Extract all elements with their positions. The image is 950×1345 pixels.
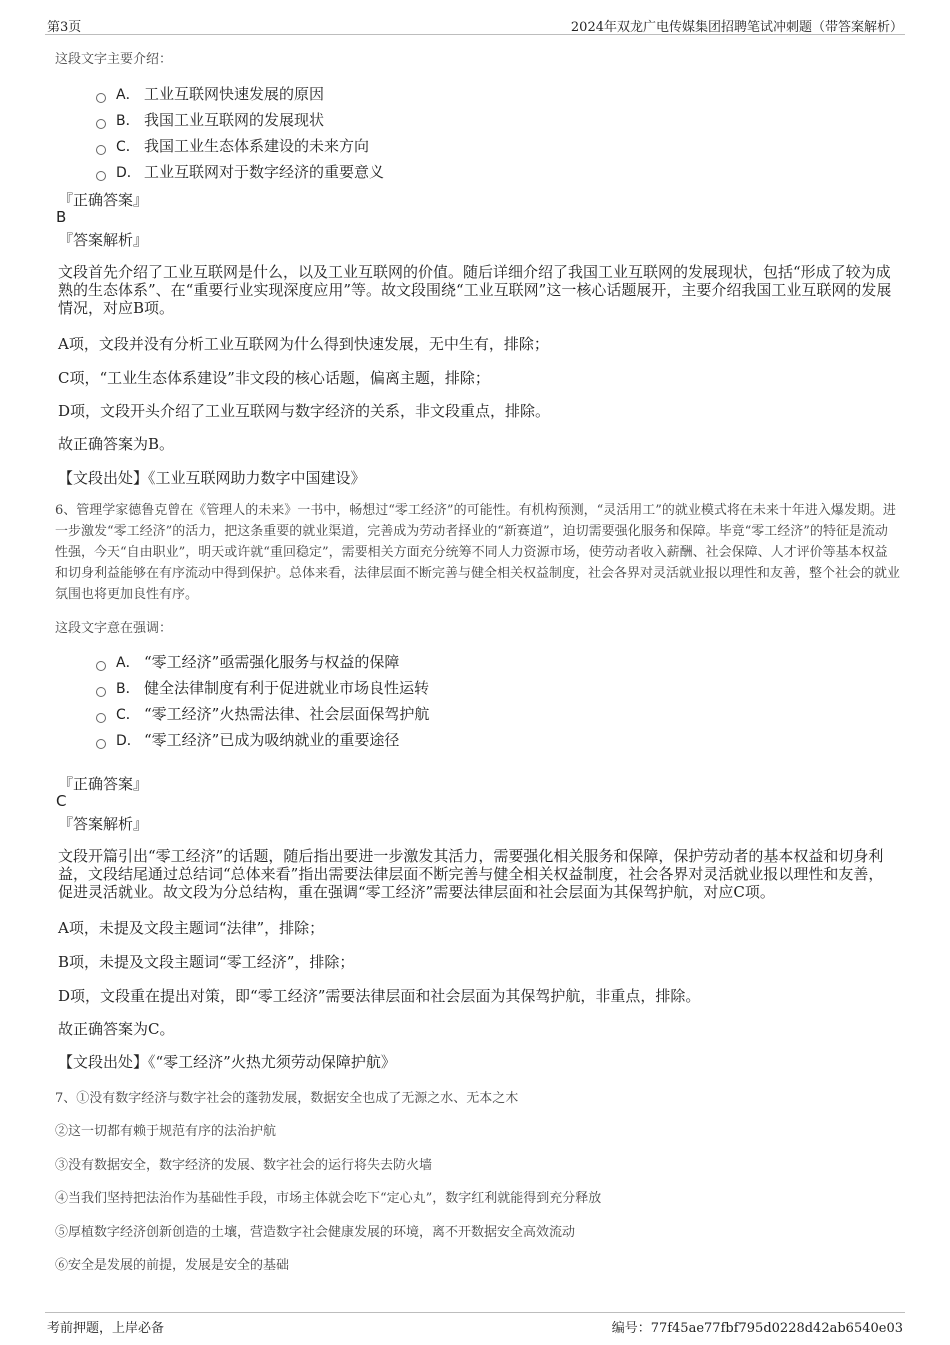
radio-icon[interactable] bbox=[96, 171, 106, 181]
q6-passage: 6、管理学家德鲁克曾在《管理人的未来》一书中，畅想过“零工经济”的可能性。有机构预测，“灵活用工”的就业模式将在未来十年进入爆发期。进一步激发“零工经济”的活力，把这条重要的就业渠道，完善成为劳动者择业的“新赛道”，迫切需要强化服务和保障。毕竟“零工经济”的特征是流动性强，今天“自由职业”，明天或许就“重回稳定”，需要相关方面充分统筹不同人力资源市场，使劳动者收入薪酬、社会保障、人才评价等基本权益和切身利益能够在有序流动中得到保护。总体来看，法律层面不断完善与健全相关权益制度，社会各界对灵活就业报以理性和友善，整个社会的就业氛围也将更加良性有序。 bbox=[55, 503, 901, 602]
q7-line-3: ③没有数据安全，数字经济的发展、数字社会的运行将失去防火墙 bbox=[55, 1158, 433, 1173]
q6-answer: C bbox=[56, 792, 67, 810]
q6-option-b[interactable]: B． 健全法律制度有利于促进就业市场良性运转 bbox=[96, 677, 429, 698]
document-serial: 编号：77f45ae77fbf795d0228d42ab6540e03 bbox=[611, 1321, 903, 1336]
q5-analysis-label: 『答案解析』 bbox=[58, 231, 149, 249]
page-header bbox=[45, 14, 905, 35]
radio-icon[interactable] bbox=[96, 145, 106, 155]
q5-option-a[interactable]: A． 工业互联网快速发展的原因 bbox=[96, 83, 324, 104]
document-title: 2024年双龙广电传媒集团招聘笔试冲刺题（带答案解析） bbox=[570, 20, 903, 35]
q5-analysis: 文段首先介绍了工业互联网是什么，以及工业互联网的价值。随后详细介绍了我国工业互联网的发展现状，包括“形成了较为成熟的生态体系”、在“重要行业实现深度应用”等。故文段围绕“工业互联网”这一核心话题展开，主要介绍我国工业互联网的发展情况，对应B项。 bbox=[58, 263, 892, 317]
q6-note-a: A项，未提及文段主题词“法律”，排除； bbox=[58, 919, 325, 937]
q6-note-d: D项，文段重在提出对策，即“零工经济”需要法律层面和社会层面为其保驾护航，非重点，排除。 bbox=[58, 987, 701, 1005]
q7-line-4: ④当我们坚持把法治作为基础性手段，市场主体就会吃下“定心丸”，数字红利就能得到充分释放 bbox=[55, 1191, 602, 1206]
q5-answer: B bbox=[56, 208, 67, 226]
q6-note-b: B项，未提及文段主题词“零工经济”，排除； bbox=[58, 953, 355, 971]
q6-option-a[interactable]: A． “零工经济”亟需强化服务与权益的保障 bbox=[96, 651, 399, 672]
q6-option-d[interactable]: D． “零工经济”已成为吸纳就业的重要途径 bbox=[96, 729, 399, 750]
q7-line-1: 7、①没有数字经济与数字社会的蓬勃发展，数据安全也成了无源之水、无本之木 bbox=[55, 1091, 519, 1106]
q5-note-c: C项，“工业生态体系建设”非文段的核心话题，偏离主题，排除； bbox=[58, 369, 490, 387]
radio-icon[interactable] bbox=[96, 93, 106, 103]
q5-note-d: D项，文段开头介绍了工业互联网与数字经济的关系，非文段重点，排除。 bbox=[58, 402, 551, 420]
q5-answer-label: 『正确答案』 bbox=[58, 191, 149, 209]
q5-option-d[interactable]: D． 工业互联网对于数字经济的重要意义 bbox=[96, 161, 384, 182]
radio-icon[interactable] bbox=[96, 119, 106, 129]
q6-answer-label: 『正确答案』 bbox=[58, 775, 149, 793]
q5-source: 【文段出处】《工业互联网助力数字中国建设》 bbox=[58, 469, 366, 487]
page-number: 第3页 bbox=[47, 20, 82, 35]
q5-note-a: A项，文段并没有分析工业互联网为什么得到快速发展，无中生有，排除； bbox=[58, 335, 549, 353]
q5-option-c[interactable]: C． 我国工业生态体系建设的未来方向 bbox=[96, 135, 369, 156]
q6-option-c[interactable]: C． “零工经济”火热需法律、社会层面保驾护航 bbox=[96, 703, 429, 724]
footer-slogan: 考前押题，上岸必备 bbox=[47, 1321, 165, 1336]
q6-source: 【文段出处】《“零工经济”火热尤须劳动保障护航》 bbox=[58, 1053, 396, 1071]
q7-line-6: ⑥安全是发展的前提，发展是安全的基础 bbox=[55, 1258, 290, 1273]
q6-prompt: 这段文字意在强调： bbox=[55, 621, 173, 636]
q6-analysis: 文段开篇引出“零工经济”的话题，随后指出要进一步激发其活力，需要强化相关服务和保障，保护劳动者的基本权益和切身利益，文段结尾通过总结词“总体来看”指出需要法律层面不断完善与健全相关权益制度，社会各界对灵活就业报以理性和友善，促进灵活就业。故文段为分总结构，重在强调“零工经济”需要法律层面和社会层面为其保驾护航，对应C项。 bbox=[58, 847, 884, 901]
q5-conclusion: 故正确答案为B。 bbox=[58, 435, 175, 453]
radio-icon[interactable] bbox=[96, 687, 106, 697]
q6-analysis-label: 『答案解析』 bbox=[58, 815, 149, 833]
radio-icon[interactable] bbox=[96, 661, 106, 671]
radio-icon[interactable] bbox=[96, 739, 106, 749]
q7-line-2: ②这一切都有赖于规范有序的法治护航 bbox=[55, 1124, 277, 1139]
q6-conclusion: 故正确答案为C。 bbox=[58, 1020, 175, 1038]
q7-line-5: ⑤厚植数字经济创新创造的土壤，营造数字社会健康发展的环境，离不开数据安全高效流动 bbox=[55, 1225, 576, 1240]
q5-option-b[interactable]: B． 我国工业互联网的发展现状 bbox=[96, 109, 324, 130]
radio-icon[interactable] bbox=[96, 713, 106, 723]
page-footer bbox=[45, 1312, 905, 1337]
q5-prompt: 这段文字主要介绍： bbox=[55, 52, 173, 67]
